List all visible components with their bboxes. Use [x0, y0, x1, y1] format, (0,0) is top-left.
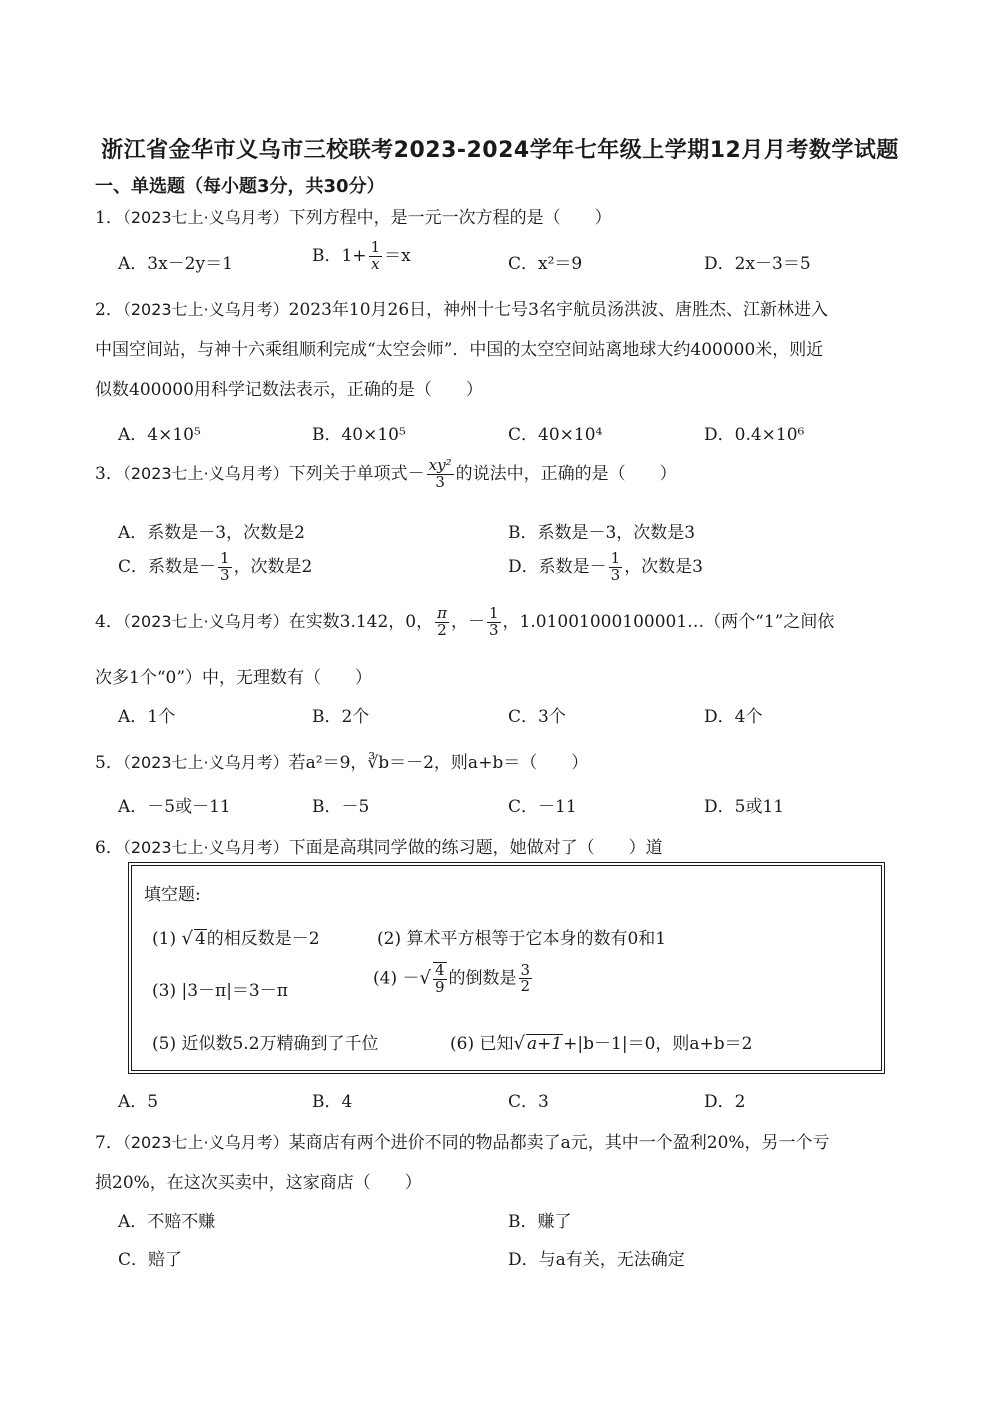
question-number: 4． [95, 611, 123, 632]
question-stem: 2023年10月26日，神州十七号3名宇航员汤洪波、唐胜杰、江新林进入 [288, 300, 828, 320]
q7-option-b: B．赚了 [508, 1212, 572, 1232]
question-2 [95, 295, 828, 320]
q5-option-b: B．－5 [312, 797, 370, 817]
question-3: 3．（2023七上·义乌月考）下列关于单项式－ $\frac{\text{xy²}}{3}$ 的说法中，正确的是（ ） [95, 456, 677, 491]
q4-option-b: B．2个 [312, 707, 370, 727]
q6-option-a: A．5 [118, 1092, 159, 1112]
question-4: 4．（2023七上·义乌月考）在实数3.142，0， $\frac{\pi}{2}$ ，－ $\frac{1}{3}$ ，1.01001000100001…（两个“1”之间依 [95, 604, 835, 639]
q3-option-a: A．系数是－3，次数是2 [118, 523, 305, 543]
box-item-5: (5) 近似数5.2万精确到了千位 [152, 1034, 379, 1054]
question-source: （2023七上·义乌月考） [122, 208, 289, 227]
fraction: $\frac{1}{3}$ [610, 549, 621, 584]
q4-option-a: A．1个 [118, 707, 176, 727]
fraction: $\frac{1}{3}$ [220, 549, 230, 584]
q3-option-d: D．系数是－ $\frac{1}{3}$ ，次数是3 [508, 549, 704, 584]
exercise-box [128, 862, 885, 1074]
q1-option-c: C．x²＝9 [508, 254, 583, 274]
question-1 [95, 203, 612, 228]
fraction: $\frac{\text{xy²}}{3}$ [428, 456, 452, 491]
question-7 [95, 1128, 830, 1153]
q1-option-a: A．3x－2y＝1 [118, 254, 233, 274]
fraction: $\frac{3}{2}$ [520, 960, 531, 996]
q4-line-2: 次多1个“0”）中，无理数有（ ） [95, 668, 373, 688]
question-source: （2023七上·义乌月考） [122, 463, 289, 483]
q3-option-c: C．系数是－ $\frac{1}{3}$ ，次数是2 [118, 549, 313, 584]
question-source: （2023七上·义乌月考） [122, 753, 289, 772]
fraction: $\frac{4}{9}$ [434, 961, 445, 996]
question-5 [95, 748, 588, 773]
q4-option-c: C．3个 [508, 707, 566, 727]
fraction: $\frac{1}{x}$ [370, 238, 381, 273]
q2-option-b: B．40×10⁵ [312, 425, 406, 445]
question-number: 2． [95, 300, 123, 320]
box-item-4: (4) －√ $\frac{4}{9}$ 的倒数是 $\frac{3}{2}$ [373, 960, 531, 996]
q2-line-3: 似数400000用科学记数法表示，正确的是（ ） [95, 380, 483, 400]
q7-option-d: D．与a有关，无法确定 [508, 1250, 685, 1270]
q1-option-d: D．2x－3＝5 [704, 254, 811, 274]
question-stem: 下列方程中，是一元一次方程的是（ ） [288, 208, 612, 228]
question-source: （2023七上·义乌月考） [122, 611, 289, 631]
box-item-3: (3) |3－π|＝3－π [152, 981, 288, 1001]
q5-option-a: A．－5或－11 [118, 797, 231, 817]
q5-option-c: C．－11 [508, 797, 577, 817]
box-item-1: (1) √ 4的相反数是－2 [152, 928, 320, 949]
q4-option-d: D．4个 [704, 707, 763, 727]
q1-option-b: B．1+ $\frac{1}{x}$ ＝x [312, 238, 411, 273]
question-number: 1． [95, 208, 123, 228]
question-stem: 某商店有两个进价不同的物品都卖了a元，其中一个盈利20%，另一个亏 [288, 1133, 830, 1153]
q5-option-d: D．5或11 [704, 797, 785, 817]
fraction: $\frac{1}{3}$ [488, 604, 499, 639]
q2-option-a: A．4×10⁵ [118, 425, 201, 445]
q7-option-a: A．不赔不赚 [118, 1212, 216, 1232]
box-item-6: (6) 已知√ a+1+|b－1|＝0，则a+b＝2 [450, 1033, 753, 1054]
q6-option-c: C．3 [508, 1092, 549, 1112]
q6-option-b: B．4 [312, 1092, 353, 1112]
question-6 [95, 833, 663, 858]
section-heading: 一、单选题（每小题3分，共30分） [95, 176, 385, 197]
question-source: （2023七上·义乌月考） [122, 300, 289, 319]
question-number: 3． [95, 463, 123, 484]
q7-option-c: C．赔了 [118, 1250, 183, 1270]
question-number: 5． [95, 753, 123, 773]
page-title: 浙江省金华市义乌市三校联考2023-2024学年七年级上学期12月月考数学试题 [101, 138, 899, 163]
q3-option-b: B．系数是－3，次数是3 [508, 523, 696, 543]
q6-option-d: D．2 [704, 1092, 746, 1112]
fraction: $\frac{\pi}{2}$ [437, 604, 447, 639]
question-source: （2023七上·义乌月考） [122, 1133, 289, 1152]
question-number: 7． [95, 1133, 123, 1153]
box-title: 填空题: [144, 885, 201, 905]
question-stem: 若a²＝9，∛b＝－2，则a+b＝（ ） [288, 753, 589, 773]
question-stem: 下面是高琪同学做的练习题，她做对了（ ）道 [288, 838, 663, 858]
question-source: （2023七上·义乌月考） [122, 838, 289, 857]
question-number: 6． [95, 838, 123, 858]
q2-option-d: D．0.4×10⁶ [704, 425, 805, 445]
q2-option-c: C．40×10⁴ [508, 425, 603, 445]
box-item-2: (2) 算术平方根等于它本身的数有0和1 [377, 929, 667, 949]
q7-line-2: 损20%，在这次买卖中，这家商店（ ） [95, 1173, 422, 1193]
q2-line-2: 中国空间站，与神十六乘组顺利完成“太空会师”．中国的太空空间站离地球大约400000米，则近 [95, 340, 824, 360]
